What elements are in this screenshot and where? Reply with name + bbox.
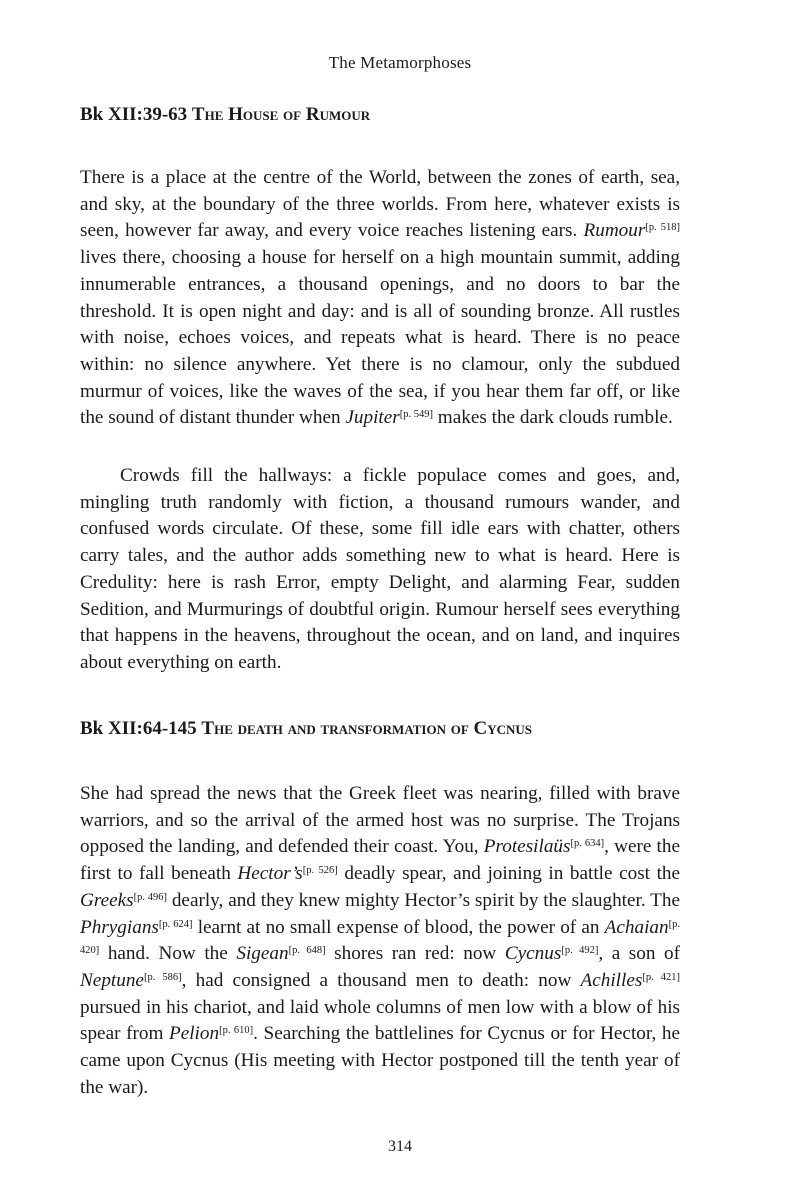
text-run: deadly spear, and joining in battle cost the <box>337 863 681 885</box>
page-reference: [p. 586] <box>143 971 182 983</box>
paragraph <box>80 165 680 432</box>
italic-name: Phrygians <box>80 916 159 938</box>
text-run: pursued in his chariot, and laid whole columns of men low with a blow of his spear from <box>80 996 680 1045</box>
text-run: lives there, choosing a house for herself on a high mountain summit, adding innumerable entrances, a thousand openings, and no doors to bar the threshold. It is open night and day: and is all of sounding bronze. All rustles with noise, echoes voices, and repeats what is heard. There is no peace within: no silence anywhere. Yet there is no clamour, only the subdued murmur of voices, like the waves of the sea, if you hear them far off, or like the sound of distant thunder when <box>80 247 680 429</box>
page-reference: [p. 526] <box>302 865 338 877</box>
text-run: . Searching the battlelines for Cycnus or for Hector, he came upon Cycnus (His meeting with Hector postponed till the tenth year of the war). <box>80 1023 681 1098</box>
page-reference: [p. 518] <box>645 222 680 234</box>
text-run: , had consigned a thousand men to death: now <box>181 969 581 991</box>
running-head: The Metamorphoses <box>328 53 472 72</box>
paragraph <box>80 781 680 1101</box>
section-title: The House of Rumour <box>191 104 371 125</box>
text-run: She had spread the news that the Greek fleet was nearing, filled with brave warriors, and so the arrival of the armed host was no surprise. The Trojans opposed the landing, and defended their coast. You, <box>80 783 680 858</box>
page-reference: [p. 420] <box>80 918 680 957</box>
section-title: The death and transformation of Cycnus <box>201 718 533 739</box>
section-heading-death-of-cycnus <box>80 718 720 740</box>
page-reference: [p. 610] <box>219 1025 254 1037</box>
italic-name: Cycnus <box>504 943 562 965</box>
section-id: Bk XII:39-63 <box>80 104 188 125</box>
text-run: Crowds fill the hallways: a fickle populace comes and goes, and, mingling truth randomly with fiction, a thousand rumours wander, and confused words circulate. Of these, some fill idle ears with chatter, others carry tales, and the author adds something new to what is heard. Here is Credulity: here is rash Error, empty Delight, and alarming Fear, sudden Sedition, and Murmurings of doubtful origin. Rumour herself sees everything that happens in the heavens, throughout the ocean, and on land, and inquires about everything on earth. <box>80 465 680 673</box>
italic-name: Jupiter <box>345 407 400 429</box>
page-reference: [p. 549] <box>399 409 433 421</box>
italic-name: Achaian <box>604 916 669 938</box>
text-run: dearly, and they knew mighty Hector’s spirit by the slaughter. The <box>166 889 681 911</box>
page-reference: [p. 496] <box>133 891 167 903</box>
paragraph <box>80 463 680 677</box>
text-run: shores ran red: now <box>325 943 505 965</box>
page-reference: [p. 634] <box>570 838 605 850</box>
text-run: , a son of <box>598 943 681 965</box>
text-run: There is a place at the centre of the World, between the zones of earth, sea, and sky, at the boundary of the three worlds. From here, whatever exists is seen, however far away, and every voice reaches listening ears. <box>80 167 680 242</box>
italic-name: Neptune <box>80 969 144 991</box>
page-reference: [p. 492] <box>561 945 599 957</box>
italic-name: Pelion <box>168 1023 220 1045</box>
section-heading-house-of-rumour <box>80 104 720 126</box>
page-reference: [p. 648] <box>288 945 326 957</box>
italic-name: Rumour <box>583 220 646 242</box>
italic-name: Hector’s <box>237 863 303 885</box>
section-id: Bk XII:64-145 <box>80 718 197 739</box>
page-number: 314 <box>388 1138 412 1155</box>
page-reference: [p. 421] <box>642 971 680 983</box>
italic-name: Achilles <box>580 969 643 991</box>
italic-name: Protesilaüs <box>483 836 571 858</box>
page-reference: [p. 624] <box>158 918 193 930</box>
italic-name: Sigean <box>236 943 289 965</box>
italic-name: Greeks <box>80 889 134 911</box>
text-run: makes the dark clouds rumble. <box>433 407 673 429</box>
text-run: , were the first to fall beneath <box>80 836 680 885</box>
text-run: hand. Now the <box>99 943 237 965</box>
text-run: learnt at no small expense of blood, the power of an <box>192 916 605 938</box>
